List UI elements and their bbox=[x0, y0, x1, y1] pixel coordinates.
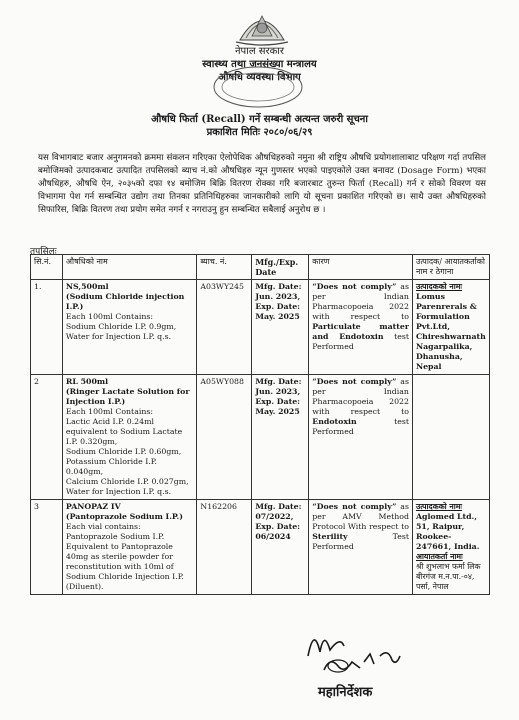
reason-tail: Test Performed bbox=[312, 532, 409, 551]
col-reason: कारण bbox=[309, 255, 413, 280]
notice-title: औषधि फिर्ता (Recall) गर्ने सम्बन्धी अत्यन्त जरुरी सूचना bbox=[151, 114, 368, 125]
col-dates: Mfg./Exp. Date bbox=[252, 255, 309, 280]
nepal-emblem-icon bbox=[232, 0, 292, 46]
manufacturer-label: उत्पादकको नामः bbox=[415, 282, 462, 291]
medicine-name: RL 500ml bbox=[65, 377, 109, 386]
row-manufacturer bbox=[412, 375, 489, 500]
reason-verdict: “Does not comply” bbox=[312, 502, 397, 511]
department-name: औषधि व्यवस्था विभाग bbox=[218, 72, 301, 83]
medicine-generic: (Pantoprazole Sodium I.P.) bbox=[65, 512, 183, 521]
row-manufacturer bbox=[412, 280, 489, 375]
medicine-name: PANOPAZ IV bbox=[65, 502, 121, 511]
row-batch: A05WY088 bbox=[197, 375, 252, 500]
reason-test: Sterility bbox=[312, 532, 348, 541]
medicine-generic: (Sodium Chloride injection I.P.) bbox=[65, 292, 185, 311]
col-medicine-name: औषधिको नाम bbox=[62, 255, 196, 280]
medicine-generic: (Ringer Lactate Solution for Injection I.P.) bbox=[65, 387, 190, 406]
medicine-name: NS,500ml bbox=[65, 282, 109, 291]
office-stamp-icon bbox=[208, 64, 308, 110]
row-medicine bbox=[62, 500, 196, 595]
reason-test: Particulate matter and Endotoxin bbox=[312, 322, 409, 341]
reason-test: Endotoxin bbox=[312, 417, 357, 426]
col-batch: ब्याच. नं. bbox=[197, 255, 252, 280]
mfg-date: Mfg. Date: Jun. 2023, bbox=[255, 377, 302, 396]
manufacturer-address: Lomus Parenrerals & Formulation Pvt.Ltd, Chireshwarnath Nagarpalika, Dhanusha, Nepal bbox=[415, 292, 486, 371]
table-row bbox=[31, 280, 490, 375]
importer-address: श्री शुभलाभ फर्मा लिक बीरगंज म.न.पा.-०४, पर्सा, नेपाल bbox=[415, 562, 481, 591]
ministry-name: स्वास्थ्य तथा जनसंख्या मन्त्रालय bbox=[202, 59, 317, 70]
row-reason bbox=[309, 280, 413, 375]
recall-table bbox=[30, 254, 490, 595]
row-sn: 3 bbox=[31, 500, 63, 595]
row-dates bbox=[252, 500, 309, 595]
row-sn: 1. bbox=[31, 280, 63, 375]
medicine-composition: Each 100ml Contains: Lactic Acid I.P. 0.24ml equivalent to Sodium Lactate I.P. 0.320gm, Sodium Chloride I.P. 0.60gm, Potassium Chloride I.P. 0.040gm, Calcium Chloride I.P. 0.027gm, Water for Injection I.P. q.s. bbox=[65, 407, 189, 496]
row-sn: 2 bbox=[31, 375, 63, 500]
row-reason bbox=[309, 375, 413, 500]
manufacturer-address: Aglomed Ltd., 51, Raipur, Rookee-247661, India. bbox=[415, 512, 480, 551]
mfg-date: Mfg. Date: 07/2022, bbox=[255, 502, 302, 521]
reason-verdict: “Does not comply” bbox=[312, 282, 397, 291]
reason-tail: test Performed bbox=[312, 332, 409, 351]
director-general-title: महानिर्देशक bbox=[318, 685, 373, 700]
row-manufacturer bbox=[412, 500, 489, 595]
exp-date: Exp. Date: May. 2025 bbox=[255, 302, 301, 321]
table-row bbox=[31, 375, 490, 500]
reason-text: as per Indian Pharmacopoeia 2022 with respect to bbox=[312, 377, 409, 416]
row-batch: A03WY245 bbox=[197, 280, 252, 375]
exp-date: Exp. Date: 06/2024 bbox=[255, 522, 301, 541]
reason-text: as per AMV Method Protocol With respect to bbox=[312, 502, 409, 531]
reason-tail: test Performed bbox=[312, 417, 409, 436]
row-medicine bbox=[62, 375, 196, 500]
notice-paragraph: यस विभागबाट बजार अनुगमनको क्रममा संकलन गरिएका ऐलोपेथिक औषधिहरुको नमुना श्री राष्ट्रिय औषधि प्रयोगशालाबाट परिक्षण गर्दा तपसिल बमोजिमको उत्पादकबाट उत्पादित तपसिलको ब्याच नं.को औषधिहरु न्यून गुणस्तर भएको पाइएकोले उक्त बनावट (Dosage Form) भएका औषधिहरु, औषधि ऐन, २०३५को दफा १४ बमोजिम बिक्रि वितरण रोक्का गरि बजारबाट तुरुन्त फिर्ता (Recall) गर्न र सोको विवरण यस विभागमा पेश गर्न सम्बन्धित उद्योग तथा तिनका प्रतिनिधिहरुका जानकारीको लागि यो सूचना प्रकाशित गरिएको छ। साथै उक्त औषधिहरुको सिफारिस, बिक्रि वितरण तथा प्रयोग समेत नगर्न र नगराउनु हुन सम्बन्धित सबैलाई अनुरोध छ । bbox=[38, 153, 486, 215]
medicine-composition: Each 100ml Contains: Sodium Chloride I.P. 0.9gm, Water for Injection I.P. q.s. bbox=[65, 312, 177, 341]
medicine-composition: Each vial contains: Pantoprazole Sodium I.P. Equivalent to Pantoprazole 40mg as sterile powder for reconstitution with 10ml of Sodium Chloride Injection I.P. (Diluent). bbox=[65, 522, 184, 591]
row-batch: N162206 bbox=[197, 500, 252, 595]
row-reason bbox=[309, 500, 413, 595]
col-sn: सि.नं. bbox=[31, 255, 63, 280]
publish-date: प्रकाशित मितिः २०८०/०६/२९ bbox=[206, 127, 313, 138]
row-medicine bbox=[62, 280, 196, 375]
row-dates bbox=[252, 280, 309, 375]
mfg-date: Mfg. Date: Jun. 2023, bbox=[255, 282, 302, 301]
signature-icon bbox=[300, 616, 420, 678]
table-row bbox=[31, 500, 490, 595]
government-name: नेपाल सरकार bbox=[235, 46, 284, 57]
table-label: तपसिलः bbox=[30, 247, 57, 257]
row-dates bbox=[252, 375, 309, 500]
exp-date: Exp. Date: May. 2025 bbox=[255, 397, 301, 416]
importer-label: आयातकर्ता नामः bbox=[415, 552, 463, 561]
reason-verdict: “Does not comply” bbox=[312, 377, 397, 386]
table-header-row bbox=[31, 255, 490, 280]
manufacturer-label: उत्पादकको नामः bbox=[415, 502, 462, 511]
col-manufacturer: उत्पादक/ आयातकर्ताको नाम र ठेगाना bbox=[412, 255, 489, 280]
reason-text: as per Indian Pharmacopoeia 2022 with respect to bbox=[312, 282, 409, 321]
